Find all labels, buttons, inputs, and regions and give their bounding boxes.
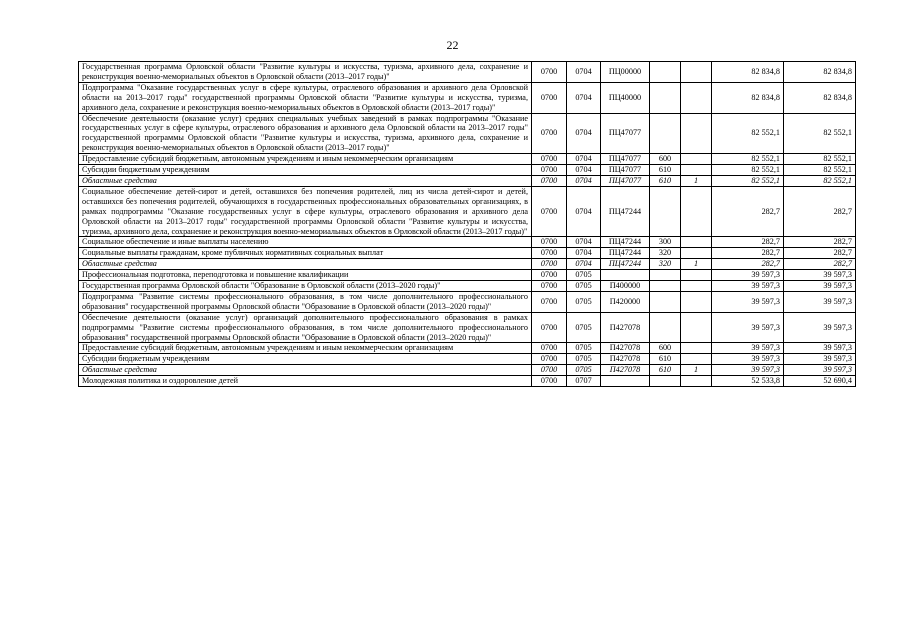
section-code-cell: 0700 [532,281,567,292]
subsection-code-cell: 0704 [567,62,601,83]
amount-second-cell: 39 597,3 [784,270,856,281]
expense-type-cell [650,376,681,387]
funding-source-cell [681,270,712,281]
subsection-code-cell: 0705 [567,291,601,312]
expense-type-cell: 600 [650,154,681,165]
target-article-cell: П427078 [601,343,650,354]
amount-first-cell: 282,7 [712,259,784,270]
target-article-cell: ПЦ47077 [601,113,650,154]
subsection-code-cell: 0704 [567,186,601,237]
target-article-cell: ПЦ47244 [601,248,650,259]
funding-source-cell [681,248,712,259]
funding-source-cell [681,291,712,312]
target-article-cell: ПЦ40000 [601,82,650,113]
section-code-cell: 0700 [532,291,567,312]
expense-type-cell [650,82,681,113]
target-article-cell: ПЦ47077 [601,165,650,176]
amount-second-cell: 82 552,1 [784,165,856,176]
amount-first-cell: 82 834,8 [712,62,784,83]
funding-source-cell: 1 [681,175,712,186]
amount-second-cell: 39 597,3 [784,354,856,365]
table-row [79,186,856,237]
subsection-code-cell: 0707 [567,376,601,387]
expense-type-cell: 610 [650,365,681,376]
table-row [79,113,856,154]
amount-second-cell: 39 597,3 [784,281,856,292]
amount-second-cell: 282,7 [784,259,856,270]
row-name-cell: Предоставление субсидий бюджетным, автономным учреждениям и иным некоммерческим организациям [79,154,532,165]
section-code-cell: 0700 [532,376,567,387]
amount-first-cell: 82 552,1 [712,165,784,176]
amount-first-cell: 39 597,3 [712,312,784,343]
subsection-code-cell: 0704 [567,248,601,259]
target-article-cell: ПЦ47077 [601,154,650,165]
row-name-cell: Обеспечение деятельности (оказание услуг) организаций дополнительного профессионального образования в рамках подпрограммы "Развитие системы профессионального образования, в том числе дополнительного профессионального образования" государственной программы Орловской области "Образование в Орловской области (2013–2020 годы)" [79,312,532,343]
amount-first-cell: 282,7 [712,186,784,237]
target-article-cell: ПЦ47244 [601,259,650,270]
page-number: 22 [446,38,459,52]
subsection-code-cell: 0704 [567,237,601,248]
section-code-cell: 0700 [532,113,567,154]
amount-second-cell: 39 597,3 [784,343,856,354]
expense-type-cell: 610 [650,354,681,365]
table-row [79,312,856,343]
expense-type-cell: 600 [650,343,681,354]
funding-source-cell [681,312,712,343]
section-code-cell: 0700 [532,343,567,354]
expense-type-cell: 320 [650,259,681,270]
subsection-code-cell: 0705 [567,343,601,354]
subsection-code-cell: 0704 [567,165,601,176]
amount-second-cell: 282,7 [784,248,856,259]
subsection-code-cell: 0705 [567,270,601,281]
funding-source-cell: 1 [681,365,712,376]
subsection-code-cell: 0705 [567,281,601,292]
amount-first-cell: 282,7 [712,248,784,259]
amount-first-cell: 82 834,8 [712,82,784,113]
target-article-cell: П427078 [601,365,650,376]
subsection-code-cell: 0704 [567,259,601,270]
amount-first-cell: 39 597,3 [712,291,784,312]
subsection-code-cell: 0704 [567,175,601,186]
amount-second-cell: 39 597,3 [784,312,856,343]
target-article-cell: П420000 [601,291,650,312]
table-body [79,62,856,387]
table-row [79,165,856,176]
section-code-cell: 0700 [532,82,567,113]
amount-first-cell: 39 597,3 [712,365,784,376]
amount-first-cell: 39 597,3 [712,270,784,281]
section-code-cell: 0700 [532,270,567,281]
funding-source-cell [681,376,712,387]
expense-type-cell: 610 [650,165,681,176]
amount-second-cell: 82 552,1 [784,154,856,165]
row-name-cell: Социальное обеспечение детей-сирот и детей, оставшихся без попечения родителей, лиц из числа детей-сирот и детей, оставшихся без попечения родителей, обучающихся в государственных профессиональных образовательных организациях, в рамках подпрограммы "Оказание государственных услуг в сфере культуры, отраслевого образования и архивного дела Орловской области на 2013–2017 годы" государственной программы Орловской области "Развитие культуры и искусства, туризма, архивного дела, сохранение и реконструкция военно-мемориальных объектов в Орловской области (2013–2017 годы)" [79,186,532,237]
amount-second-cell: 39 597,3 [784,291,856,312]
target-article-cell: ПЦ47244 [601,186,650,237]
table-row [79,62,856,83]
funding-source-cell [681,281,712,292]
table-row [79,175,856,186]
funding-source-cell [681,113,712,154]
target-article-cell [601,376,650,387]
funding-source-cell [681,237,712,248]
expense-type-cell [650,270,681,281]
target-article-cell: ПЦ47077 [601,175,650,186]
subsection-code-cell: 0704 [567,82,601,113]
section-code-cell: 0700 [532,186,567,237]
table-row [79,354,856,365]
row-name-cell: Молодежная политика и оздоровление детей [79,376,532,387]
expense-type-cell [650,312,681,343]
amount-first-cell: 82 552,1 [712,113,784,154]
funding-source-cell: 1 [681,259,712,270]
expense-type-cell [650,186,681,237]
section-code-cell: 0700 [532,165,567,176]
amount-first-cell: 39 597,3 [712,354,784,365]
expense-type-cell [650,113,681,154]
table-row [79,291,856,312]
target-article-cell: ПЦ00000 [601,62,650,83]
subsection-code-cell: 0705 [567,365,601,376]
amount-second-cell: 52 690,4 [784,376,856,387]
target-article-cell: П427078 [601,354,650,365]
target-article-cell: П427078 [601,312,650,343]
amount-first-cell: 39 597,3 [712,281,784,292]
table-row [79,248,856,259]
section-code-cell: 0700 [532,154,567,165]
expense-type-cell [650,281,681,292]
row-name-cell: Социальное обеспечение и иные выплаты населению [79,237,532,248]
row-name-cell: Государственная программа Орловской области "Образование в Орловской области (2013–2020 годы)" [79,281,532,292]
row-name-cell: Субсидии бюджетным учреждениям [79,165,532,176]
target-article-cell: ПЦ47244 [601,237,650,248]
table-row [79,343,856,354]
row-name-cell: Государственная программа Орловской области "Развитие культуры и искусства, туризма, архивного дела, сохранение и реконструкция военно-мемориальных объектов в Орловской области (2013–2017 годы)" [79,62,532,83]
funding-source-cell [681,82,712,113]
table-row [79,376,856,387]
amount-first-cell: 82 552,1 [712,154,784,165]
section-code-cell: 0700 [532,354,567,365]
amount-second-cell: 282,7 [784,237,856,248]
table-row [79,281,856,292]
funding-source-cell [681,165,712,176]
expense-type-cell [650,291,681,312]
section-code-cell: 0700 [532,365,567,376]
table-row [79,270,856,281]
row-name-cell: Социальные выплаты гражданам, кроме публичных нормативных социальных выплат [79,248,532,259]
amount-first-cell: 282,7 [712,237,784,248]
subsection-code-cell: 0705 [567,312,601,343]
table-row [79,154,856,165]
section-code-cell: 0700 [532,248,567,259]
amount-second-cell: 82 834,8 [784,82,856,113]
expense-type-cell [650,62,681,83]
expense-type-cell: 300 [650,237,681,248]
section-code-cell: 0700 [532,62,567,83]
row-name-cell: Подпрограмма "Развитие системы профессионального образования, в том числе дополнительного профессионального образования" государственной программы Орловской области "Образование в Орловской области (2013–2020 годы)" [79,291,532,312]
amount-second-cell: 39 597,3 [784,365,856,376]
amount-second-cell: 82 552,1 [784,175,856,186]
amount-first-cell: 39 597,3 [712,343,784,354]
row-name-cell: Подпрограмма "Оказание государственных услуг в сфере культуры, отраслевого образования и архивного дела Орловской области на 2013–2017 годы" государственной программы Орловской области "Развитие культуры и искусства, туризма, архивного дела, сохранение и реконструкция военно-мемориальных объектов в Орловской области (2013–2017 годы)" [79,82,532,113]
amount-first-cell: 82 552,1 [712,175,784,186]
subsection-code-cell: 0705 [567,354,601,365]
table-row [79,82,856,113]
row-name-cell: Областные средства [79,365,532,376]
amount-second-cell: 282,7 [784,186,856,237]
section-code-cell: 0700 [532,312,567,343]
row-name-cell: Обеспечение деятельности (оказание услуг) средних специальных учебных заведений в рамках подпрограммы "Оказание государственных услуг в сфере культуры, отраслевого образования и архивного дела Орловской области на 2013–2017 годы" государственной программы Орловской области "Развитие культуры и искусства, туризма, архивного дела, сохранение и реконструкция военно-мемориальных объектов в Орловской области (2013–2017 годы)" [79,113,532,154]
table-row [79,365,856,376]
section-code-cell: 0700 [532,259,567,270]
table-row [79,259,856,270]
row-name-cell: Предоставление субсидий бюджетным, автономным учреждениям и иным некоммерческим организациям [79,343,532,354]
target-article-cell: П400000 [601,281,650,292]
row-name-cell: Профессиональная подготовка, переподготовка и повышение квалификации [79,270,532,281]
row-name-cell: Областные средства [79,259,532,270]
section-code-cell: 0700 [532,237,567,248]
amount-second-cell: 82 552,1 [784,113,856,154]
funding-source-cell [681,354,712,365]
target-article-cell [601,270,650,281]
budget-table [78,61,856,387]
subsection-code-cell: 0704 [567,154,601,165]
expense-type-cell: 610 [650,175,681,186]
section-code-cell: 0700 [532,175,567,186]
funding-source-cell [681,154,712,165]
table-row [79,237,856,248]
amount-second-cell: 82 834,8 [784,62,856,83]
row-name-cell: Областные средства [79,175,532,186]
row-name-cell: Субсидии бюджетным учреждениям [79,354,532,365]
expense-type-cell: 320 [650,248,681,259]
funding-source-cell [681,62,712,83]
amount-first-cell: 52 533,8 [712,376,784,387]
funding-source-cell [681,186,712,237]
funding-source-cell [681,343,712,354]
subsection-code-cell: 0704 [567,113,601,154]
